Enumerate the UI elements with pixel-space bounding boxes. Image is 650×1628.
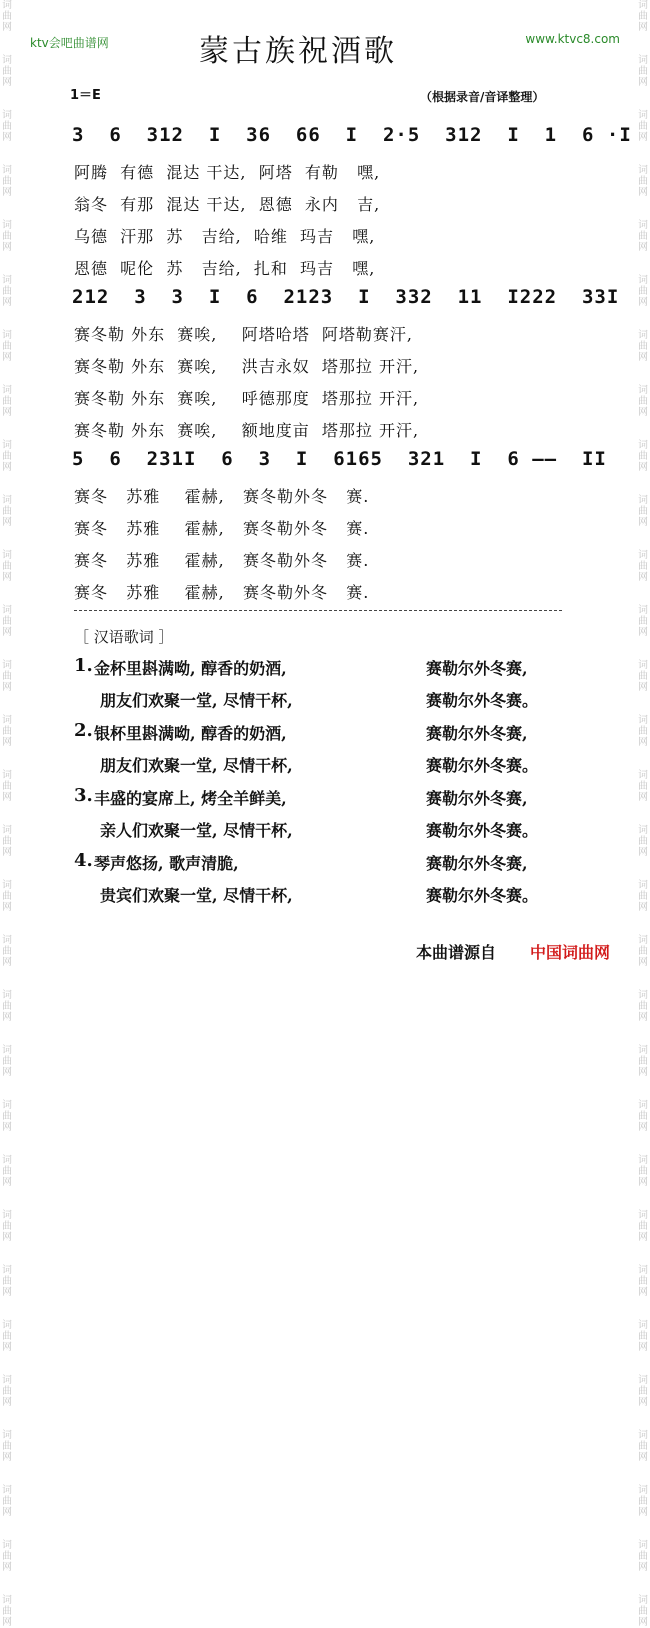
- verse-line: 丰盛的宴席上, 烤全羊鲜美,: [94, 789, 287, 808]
- lyric-line: 恩德 呢伦 苏 吉给, 扎和 玛吉 嘿,: [74, 259, 376, 278]
- divider: [74, 610, 562, 611]
- notation-line-2: 212 3 3 I 6 2123 I 332 11 I222 33I: [72, 286, 620, 308]
- translation-label: ［ 汉语歌词 ］: [74, 628, 174, 646]
- verse-refrain: 赛勒尔外冬赛。: [426, 886, 539, 905]
- verse-line: 朋友们欢聚一堂, 尽情干杯,: [100, 691, 293, 710]
- verse-number: 4.: [74, 850, 93, 871]
- verse-refrain: 赛勒尔外冬赛。: [426, 691, 539, 710]
- verse-refrain: 赛勒尔外冬赛,: [426, 724, 528, 743]
- verse-refrain: 赛勒尔外冬赛。: [426, 821, 539, 840]
- lyric-line: 赛冬勒 外东 赛唉, 额地度亩 塔那拉 开汗,: [74, 421, 420, 440]
- source-note: （根据录音/音译整理）: [420, 90, 545, 104]
- song-title: 蒙古族祝酒歌: [199, 34, 397, 69]
- lyric-line: 赛冬 苏雅 霍赫, 赛冬勒外冬 赛.: [74, 551, 370, 570]
- verse-refrain: 赛勒尔外冬赛,: [426, 659, 528, 678]
- notation-line-1: 3 6 312 I 36 66 I 2·5 312 I 1 6 ·I: [72, 124, 632, 146]
- lyric-line: 翁冬 有那 混达 干达, 恩德 永内 吉,: [74, 195, 381, 214]
- site-url-right[interactable]: www.ktvc8.com: [525, 32, 620, 46]
- footer-source-text: 本曲谱源自: [416, 943, 497, 962]
- verse-refrain: 赛勒尔外冬赛。: [426, 756, 539, 775]
- verse-line: 银杯里斟满呦, 醇香的奶酒,: [94, 724, 287, 743]
- verse-refrain: 赛勒尔外冬赛,: [426, 854, 528, 873]
- verse-line: 朋友们欢聚一堂, 尽情干杯,: [100, 756, 293, 775]
- lyric-line: 赛冬勒 外东 赛唉, 洪吉永奴 塔那拉 开汗,: [74, 357, 420, 376]
- key-signature: 1＝E: [70, 88, 101, 103]
- verse-number: 3.: [74, 785, 93, 806]
- notation-line-3: 5 6 231I 6 3 I 6165 321 I 6 —— II: [72, 448, 607, 470]
- verse-number: 2.: [74, 720, 93, 741]
- lyric-line: 阿腾 有德 混达 干达, 阿塔 有勒 嘿,: [74, 163, 381, 182]
- lyric-line: 赛冬 苏雅 霍赫, 赛冬勒外冬 赛.: [74, 519, 370, 538]
- verse-line: 亲人们欢聚一堂, 尽情干杯,: [100, 821, 293, 840]
- watermark-right: 词 曲 网 词 曲 网 词 曲 网 词 曲 网 词 曲 网 词 曲 网 词 曲 网 词 曲 网 词 曲 网 词 曲 网 词 曲 网 词 曲 网 词 曲 网 词 曲 网 词 曲 网 词 曲 网 词 曲 网 词 曲 网 词 曲 网 词 曲 网 词 曲 网 词 曲 网 词 曲 网 词 曲 网 词 曲 网 词 曲 网 词 曲 网 词 曲 网 词 曲 网 词 曲 网: [638, 0, 648, 1628]
- footer-brand-link[interactable]: 中国词曲网: [530, 943, 611, 962]
- verse-refrain: 赛勒尔外冬赛,: [426, 789, 528, 808]
- lyric-line: 赛冬勒 外东 赛唉, 阿塔哈塔 阿塔勒赛汗,: [74, 325, 413, 344]
- verse-line: 贵宾们欢聚一堂, 尽情干杯,: [100, 886, 293, 905]
- site-name-left[interactable]: ktv会吧曲谱网: [30, 36, 109, 50]
- verse-line: 琴声悠扬, 歌声清脆,: [94, 854, 239, 873]
- verse-line: 金杯里斟满呦, 醇香的奶酒,: [94, 659, 287, 678]
- lyric-line: 赛冬 苏雅 霍赫, 赛冬勒外冬 赛.: [74, 583, 370, 602]
- lyric-line: 乌德 汗那 苏 吉给, 哈维 玛吉 嘿,: [74, 227, 376, 246]
- verse-number: 1.: [74, 655, 93, 676]
- watermark-left: 词 曲 网 词 曲 网 词 曲 网 词 曲 网 词 曲 网 词 曲 网 词 曲 网 词 曲 网 词 曲 网 词 曲 网 词 曲 网 词 曲 网 词 曲 网 词 曲 网 词 曲 网 词 曲 网 词 曲 网 词 曲 网 词 曲 网 词 曲 网 词 曲 网 词 曲 网 词 曲 网 词 曲 网 词 曲 网 词 曲 网 词 曲 网 词 曲 网 词 曲 网 词 曲 网: [2, 0, 12, 1628]
- lyric-line: 赛冬勒 外东 赛唉, 呼德那度 塔那拉 开汗,: [74, 389, 420, 408]
- lyric-line: 赛冬 苏雅 霍赫, 赛冬勒外冬 赛.: [74, 487, 370, 506]
